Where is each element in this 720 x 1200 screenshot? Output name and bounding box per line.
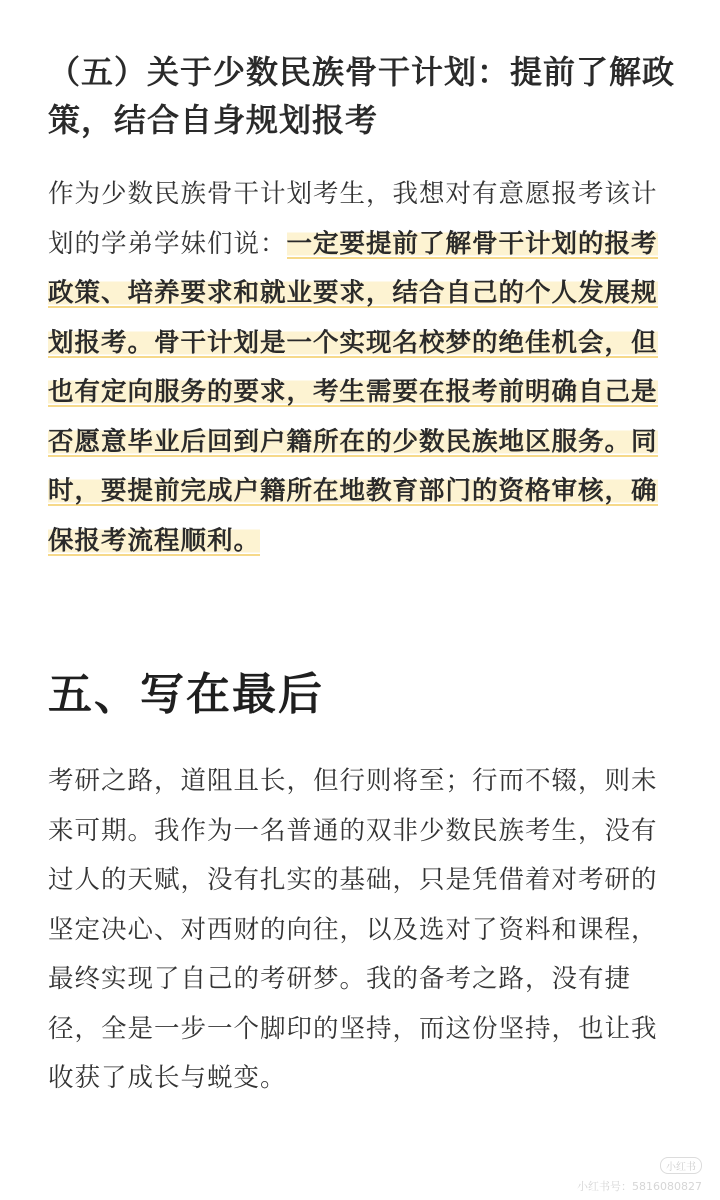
closing-paragraph: 考研之路，道阻且长，但行则将至；行而不辍，则未来可期。我作为一名普通的双非少数民族考生，没有过人的天赋，没有扎实的基础，只是凭借着对考研的坚定决心、对西财的向往，以及选对了资料和课程，最终实现了自己的考研梦。我的备考之路，没有捷径，全是一步一个脚印的坚持，而这份坚持，也让我收获了成长与蜕变。 bbox=[48, 766, 658, 1093]
closing-heading: 五、写在最后 bbox=[48, 669, 324, 720]
advice-intro: 作为少数民族骨干计划考生，我想对有意愿报考该计划的学弟学妹们说： bbox=[48, 179, 658, 259]
highlighted-advice: 一定要提前了解骨干计划的报考政策、培养要求和就业要求，结合自己的个人发展规划报考。骨干计划是一个实现名校梦的绝佳机会，但也有定向服务的要求，考生需要在报考前明确自己是否愿意毕业后回到户籍所在的少数民族地区服务。同时，要提前完成户籍所在地教育部门的资格审核，确保报考流程顺利。 bbox=[48, 228, 658, 556]
section-subheading: （五）关于少数民族骨干计划：提前了解政策，结合自身规划报考 bbox=[48, 53, 676, 139]
watermark bbox=[577, 1162, 702, 1194]
watermark-logo: 小红书 bbox=[660, 1157, 702, 1174]
advice-paragraph bbox=[48, 170, 662, 566]
watermark-id: 小红书号：5816080827 bbox=[577, 1180, 702, 1193]
